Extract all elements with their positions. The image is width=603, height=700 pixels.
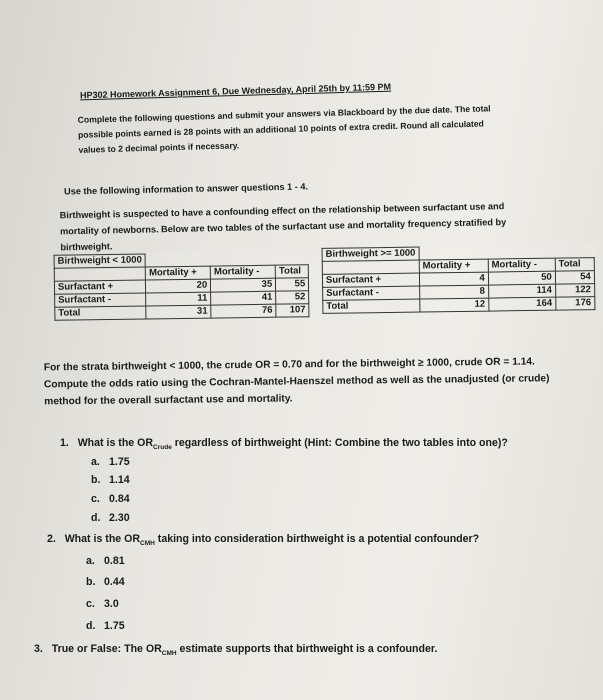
table-cell: 55 [276,278,309,291]
context-line: Birthweight is suspected to have a confounding effect on the relationship between surfactant use and [59,201,505,221]
table-cell: 54 [555,271,594,285]
column-header: Mortality - [210,265,275,279]
column-header: Mortality + [145,266,210,280]
table-cell: 35 [211,278,276,292]
context-line: mortality of newborns. Below are two tables of the surfactant use and mortality frequency stratified by [59,217,507,237]
option-1c: c. 0.84 [91,493,130,505]
table-title: Birthweight >= 1000 [322,247,419,261]
table-birthweight-low [54,251,310,321]
table-cell: 122 [555,284,594,298]
column-header: Mortality + [419,259,488,273]
context-line: birthweight. [60,241,113,253]
table-cell: 8 [419,285,488,299]
column-header: Mortality - [488,258,555,272]
table-birthweight-high [322,244,596,314]
table-cell: 52 [276,291,309,304]
row-label: Total [323,299,420,313]
column-header: Total [555,258,594,272]
intro-line: Complete the following questions and submit your answers via Blackboard by the due date. The total [77,103,491,125]
row-label: Surfactant + [54,280,145,294]
row-label: Surfactant + [322,273,419,287]
question-number: 1. [60,437,69,449]
option-2a: a. 0.81 [86,555,125,567]
row-label: Surfactant - [55,293,146,307]
column-header: Total [275,265,308,278]
table-cell: 76 [211,304,276,318]
table-cell: 176 [556,297,595,311]
option-1a: a. 1.75 [91,456,130,468]
use-info-line: Use the following information to answer questions 1 - 4. [63,181,309,197]
table-cell: 107 [276,304,309,317]
table-title: Birthweight < 1000 [54,254,145,268]
assignment-header: HP302 Homework Assignment 6, Due Wednesday, April 25th by 11:59 PM [79,81,392,101]
option-2d: d. 1.75 [86,620,125,632]
table-cell: 11 [146,292,211,306]
option-2b: b. 0.44 [86,576,125,588]
intro-paragraph [77,99,568,158]
table-cell: 164 [489,297,556,311]
intro-line: values to 2 decimal points if necessary. [78,140,240,155]
row-label: Total [55,306,146,320]
table-cell: 4 [419,272,488,286]
question-number: 3. [34,643,43,655]
strata-line: method for the overall surfactant use and mortality. [44,393,293,408]
table-cell: 31 [146,305,211,319]
option-2c: c. 3.0 [86,598,119,610]
table-cell: 41 [211,291,276,305]
option-1b: b. 1.14 [91,474,130,486]
row-label: Surfactant - [323,286,420,300]
option-1d: d. 2.30 [91,512,130,524]
question-1: 1. What is the $OR_{Crude}$ regardless of birthweight (Hint: Combine the two tables into one)? [60,437,508,452]
strata-paragraph [44,353,603,411]
strata-line: For the strata birthweight < 1000, the crude OR = 0.70 and for the birthweight ≥ 1000, crude OR = 1.14. [43,356,535,374]
question-3: 3. True or False: The $OR_{CMH}$ estimate supports that birthweight is a confounder. [34,643,438,658]
table-cell: 12 [420,298,489,312]
question-number: 2. [47,533,56,545]
strata-line: Compute the odds ratio using the Cochran-Mantel-Haenszel method as well as the unadjusted (or crude) [43,373,550,391]
question-2: 2. What is the $OR_{CMH}$ taking into consideration birthweight is a potential confounder? [47,533,480,548]
table-cell: 50 [488,271,555,285]
intro-line: possible points earned is 28 points with an additional 10 points of extra credit. Round all calculated [77,118,484,140]
table-cell: 20 [146,279,211,293]
table-cell: 114 [488,284,555,298]
